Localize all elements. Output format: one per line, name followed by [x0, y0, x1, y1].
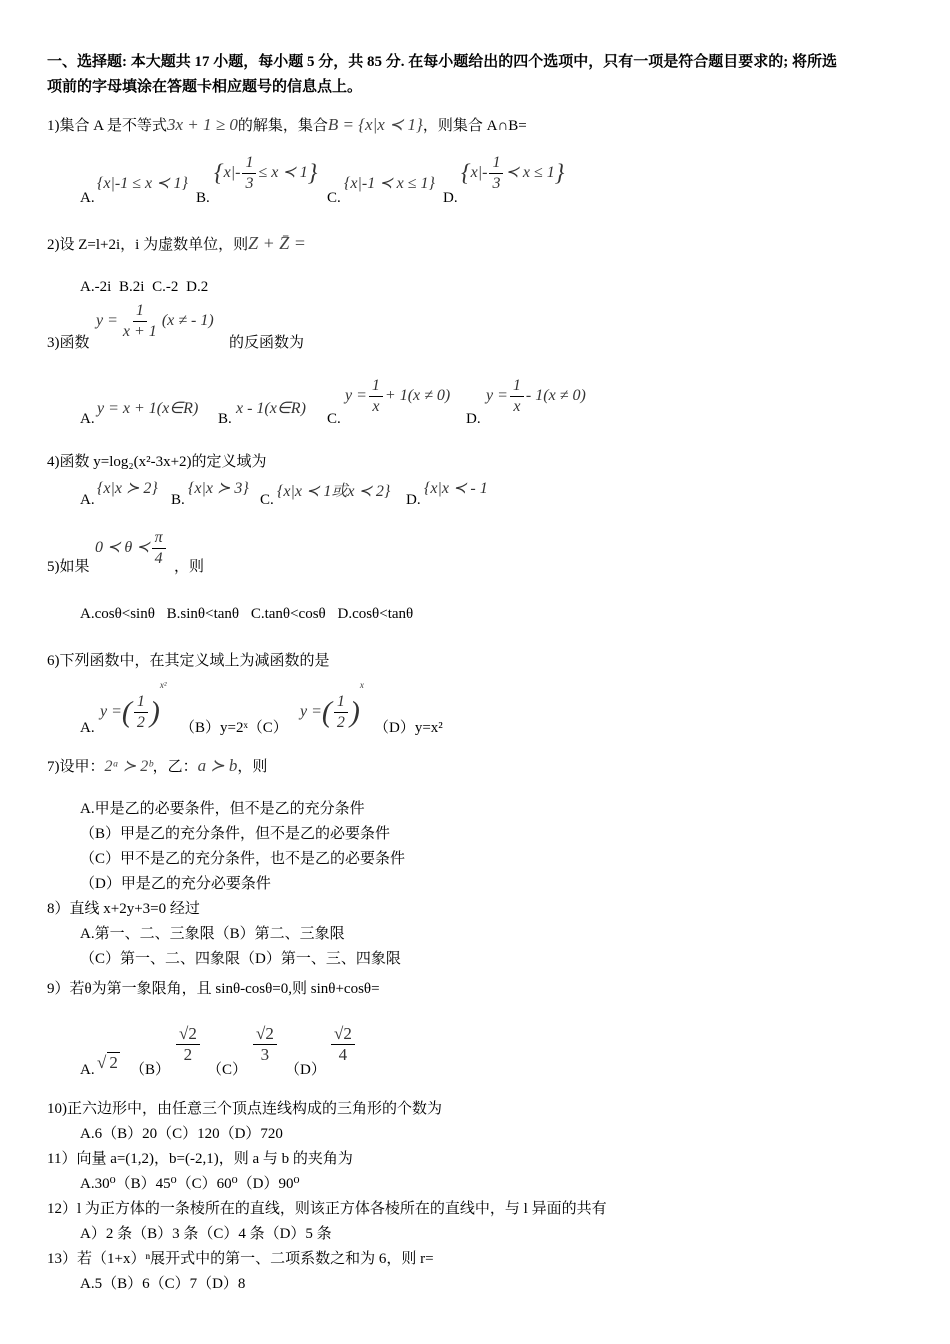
q7-jia: 2ᵃ ≻ 2ᵇ [104, 758, 153, 775]
q3-function [96, 301, 214, 342]
q5-options: A.cosθ<sinθ B.sinθ<tanθ C.tanθ<cosθ D.cosθ<tanθ [80, 606, 414, 622]
q3-option-d-label: D. [466, 411, 481, 427]
q3-d-pre: y = [486, 387, 508, 405]
q5-condition [95, 528, 168, 569]
q3-stem-b: 的反函数为 [229, 335, 305, 351]
q5-cond-den: 4 [154, 550, 163, 567]
question-7 [47, 756, 267, 777]
q1-inequality: 3x + 1 ≥ 0 [167, 115, 238, 134]
q1-set-b: B = {x|x ≺ 1} [327, 115, 423, 134]
q1-option-a-label: A. [80, 190, 95, 206]
q3-d-num: 1 [510, 376, 524, 397]
q9-b-num: √2 [176, 1024, 200, 1045]
q7-option-a: A.甲是乙的必要条件，但不是乙的充分条件 [80, 801, 365, 817]
question-4-stem: 4)函数 y=log₂(x²-3x+2)的定义域为 [47, 454, 267, 470]
q7-option-b: （B）甲是乙的充分条件，但不是乙的必要条件 [80, 826, 391, 842]
q1-stem-b: 的解集，集合 [237, 118, 328, 134]
q1-b-num: 1 [242, 153, 256, 174]
q3-den: x + 1 [122, 323, 157, 340]
q6-c-den: 2 [336, 713, 345, 731]
q6-options-b-c: （B）y=2ˣ（C） [180, 720, 288, 736]
q1-d-num: 1 [489, 153, 503, 174]
q3-option-c-label: C. [327, 411, 341, 427]
q1-option-a-math: {x|-1 ≤ x ≺ 1} [97, 175, 188, 192]
q6-c-num: 1 [334, 692, 348, 713]
q6-option-a-label: A. [80, 720, 95, 736]
q9-d-num: √2 [331, 1024, 355, 1045]
q7-yi: a ≻ b [197, 756, 238, 775]
q7-option-c: （C）甲不是乙的充分条件，也不是乙的必要条件 [80, 851, 406, 867]
section-header-line-2: 项前的字母填涂在答题卡相应题号的信息点上。 [47, 79, 363, 95]
q13-options: A.5（B）6（C）7（D）8 [80, 1276, 246, 1292]
q1-d-pre: x|- [470, 164, 488, 182]
q7-stem-b: ，乙： [152, 759, 198, 775]
q12-options: A）2 条（B）3 条（C）4 条（D）5 条 [80, 1226, 332, 1242]
q3-option-b-math: x - 1(x∈R) [236, 400, 306, 417]
q3-option-a-math: y = x + 1(x∈R) [97, 400, 199, 417]
question-8-stem: 8）直线 x+2y+3=0 经过 [47, 901, 200, 917]
q3-option-d-math [486, 376, 586, 417]
q1-option-d-math: {x|- $\frac{1}{3}$ ≺ x ≤ 1} [461, 154, 565, 192]
q3-stem-a: 3)函数 [47, 335, 90, 351]
q9-option-a-label: A. [80, 1062, 95, 1078]
q9-option-a-math: √ 2 [97, 1053, 118, 1072]
q9-c-den: 3 [260, 1045, 270, 1064]
q3-d-den: x [513, 398, 521, 415]
q9-option-b-label: （B） [130, 1062, 171, 1078]
q6-option-c-math: y =( $\frac{1}{2}$ )$^x$ [300, 680, 364, 731]
q1-option-c-math: {x|-1 ≺ x ≤ 1} [344, 175, 435, 192]
question-9-stem: 9）若θ为第一象限角，且 sinθ-cosθ=0,则 sinθ+cosθ= [47, 981, 380, 997]
q7-stem-a: 7)设甲： [47, 759, 105, 775]
q3-d-post: - 1(x ≠ 0) [525, 387, 586, 405]
q11-options: A.30⁰（B）45⁰（C）60⁰（D）90⁰ [80, 1176, 300, 1192]
q3-c-num: 1 [369, 376, 383, 397]
q1-stem-a: 1)集合 A 是不等式 [47, 118, 168, 134]
q3-option-c-math [345, 376, 450, 417]
q6-option-a-math: y =( $\frac{1}{2}$ )$^{x^2}$ [100, 680, 167, 731]
question-2 [47, 233, 306, 255]
q8-options-ab: A.第一、二、三象限（B）第二、三象限 [80, 926, 345, 942]
q3-c-post: + 1(x ≠ 0) [384, 387, 451, 405]
q7-option-d: （D）甲是乙的充分必要条件 [80, 876, 271, 892]
question-12-stem: 12）l 为正方体的一条棱所在的直线，则该正方体各棱所在的直线中，与 l 异面的共有 [47, 1201, 607, 1217]
q6-a-exponent: x² [159, 680, 167, 690]
q1-b-den: 3 [245, 175, 254, 192]
q9-a-radicand: 2 [109, 1053, 118, 1072]
q2-stem: 2)设 Z=l+2i，i 为虚数单位，则 [47, 237, 249, 253]
q9-option-b-math [174, 1024, 202, 1065]
q10-options: A.6（B）20（C）120（D）720 [80, 1126, 283, 1142]
q1-stem-c: ，则集合 A∩B= [422, 118, 527, 134]
q6-c-exponent: x [359, 680, 364, 690]
q5-stem-a: 5)如果 [47, 559, 90, 575]
q9-option-d-label: （D） [285, 1062, 326, 1078]
q1-option-c-label: C. [327, 190, 341, 206]
section-header-line-1: 一、选择题: 本大题共 17 小题，每小题 5 分，共 85 分. 在每小题给出的四个选项中，只有一项是符合题目要求的; 将所选 [47, 54, 837, 70]
q3-option-a-label: A. [80, 411, 95, 427]
q2-options: A.-2i B.2i C.-2 D.2 [80, 279, 209, 295]
q1-b-post: ≤ x ≺ 1 [258, 164, 308, 182]
q6-option-d: （D）y=x² [374, 720, 443, 736]
q6-a-den: 2 [136, 713, 145, 731]
q1-b-pre: x|- [223, 164, 241, 182]
q1-option-b-label: B. [196, 190, 210, 206]
q1-d-post: ≺ x ≤ 1 [505, 164, 555, 182]
q7-stem-c: ，则 [237, 759, 268, 775]
question-10-stem: 10)正六边形中，由任意三个顶点连线构成的三角形的个数为 [47, 1101, 442, 1117]
q1-option-b-math: {x|- $\frac{1}{3}$ ≤ x ≺ 1} [214, 154, 318, 192]
q4-option-b-label: B. [171, 492, 185, 508]
question-1 [47, 115, 527, 136]
q6-c-y-eq: y = [300, 703, 322, 720]
q2-expression: Z + Z̄ = [248, 233, 306, 253]
q9-c-num: √2 [253, 1024, 277, 1045]
q9-b-den: 2 [183, 1045, 193, 1064]
question-13-stem: 13）若（1+x）ⁿ展开式中的第一、二项系数之和为 6，则 r= [47, 1251, 434, 1267]
q3-c-den: x [372, 398, 380, 415]
q1-option-d-label: D. [443, 190, 458, 206]
q4-option-b-math: {x|x ≻ 3} [188, 480, 249, 497]
q4-option-d-label: D. [406, 492, 421, 508]
q6-a-num: 1 [134, 692, 148, 713]
q3-y-eq: y = [96, 312, 118, 330]
q5-stem-b: ，则 [174, 559, 205, 575]
q6-a-y-eq: y = [100, 703, 122, 720]
q8-options-cd: （C）第一、二、四象限（D）第一、三、四象限 [80, 951, 401, 967]
q9-option-d-math [329, 1024, 357, 1065]
q5-cond-num: π [152, 528, 166, 549]
q4-option-a-label: A. [80, 492, 95, 508]
q3-option-b-label: B. [218, 411, 232, 427]
q9-option-c-label: （C） [207, 1062, 248, 1078]
q1-d-den: 3 [492, 175, 501, 192]
q5-cond-pre: 0 ≺ θ ≺ [95, 539, 150, 557]
q4-option-c-label: C. [260, 492, 274, 508]
q4-option-c-math: {x|x ≺ 1或x ≺ 2} [277, 483, 391, 500]
question-6-stem: 6)下列函数中，在其定义域上为减函数的是 [47, 653, 330, 669]
q4-option-d-math: {x|x ≺ - 1 [424, 480, 488, 497]
q3-cond: (x ≠ - 1) [161, 312, 214, 330]
q3-c-pre: y = [345, 387, 367, 405]
question-11-stem: 11）向量 a=(1,2)，b=(-2,1)，则 a 与 b 的夹角为 [47, 1151, 353, 1167]
q9-d-den: 4 [338, 1045, 348, 1064]
q4-option-a-math: {x|x ≻ 2} [97, 480, 158, 497]
q3-num: 1 [133, 301, 147, 322]
q9-option-c-math [251, 1024, 279, 1065]
